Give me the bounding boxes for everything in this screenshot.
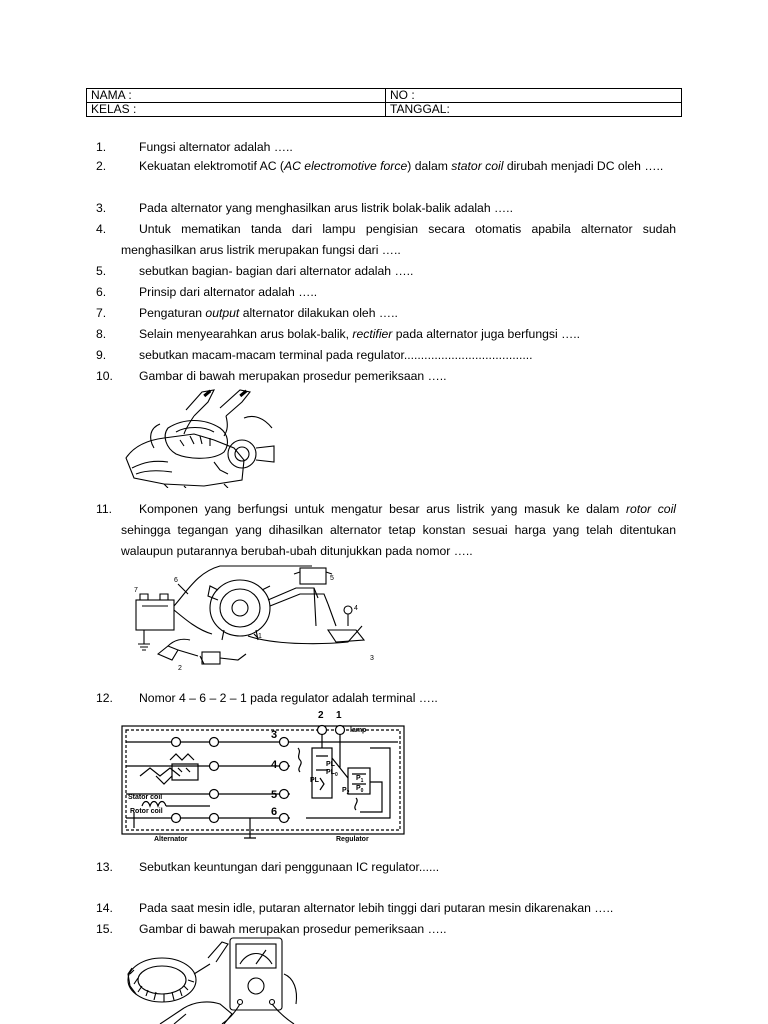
- question-number: 12.: [96, 691, 113, 705]
- question-7: [96, 303, 676, 324]
- question-text: Gambar di bawah merupakan prosedur pemeriksaan …..: [139, 369, 447, 383]
- question-5: [96, 261, 676, 282]
- fig12-terminal-5: 5: [271, 789, 278, 801]
- question-3: [96, 198, 676, 219]
- fig12-p2-label: $P_2$: [342, 787, 350, 796]
- question-9: [96, 345, 676, 366]
- question-10: [96, 366, 676, 387]
- fig11-label-3: 3: [370, 655, 374, 662]
- question-text: Pengaturan output alternator dilakukan oleh …..: [139, 306, 398, 320]
- fig12-terminal-2: 2: [318, 710, 324, 721]
- fig12-rotor-coil-label: Rotor coil: [130, 808, 163, 815]
- question-text: Nomor 4 – 6 – 2 – 1 pada regulator adalah terminal …..: [139, 691, 438, 705]
- question-number: 1.: [96, 140, 107, 154]
- question-number: 4.: [96, 222, 107, 236]
- question-number: 13.: [96, 860, 113, 874]
- fig12-terminal-1: 1: [336, 710, 342, 721]
- question-text: sebutkan bagian- bagian dari alternator adalah …..: [139, 264, 414, 278]
- question-2: [96, 156, 676, 177]
- question-11: [96, 499, 676, 562]
- question-number: 3.: [96, 201, 107, 215]
- question-number: 5.: [96, 264, 107, 278]
- question-number: 11.: [96, 502, 113, 516]
- question-text: Sebutkan keuntungan dari penggunaan IC regulator......: [139, 860, 440, 874]
- fig11-label-4: 4: [354, 605, 358, 612]
- no-field[interactable]: NO :: [386, 89, 682, 103]
- fig12-pl2-label: PL: [310, 777, 319, 784]
- question-14: [96, 898, 676, 919]
- fig12-pl1-label: $PL_0$: [326, 769, 338, 778]
- question-8: [96, 324, 676, 345]
- question-12: [96, 688, 676, 709]
- fig12-regulator-label: Regulator: [336, 836, 369, 843]
- question-text: Fungsi alternator adalah …..: [139, 140, 293, 154]
- question-text: Selain menyearahkan arus bolak-balik, rectifier pada alternator juga berfungsi …..: [139, 327, 581, 341]
- question-number: 10.: [96, 369, 113, 383]
- question-4: [96, 219, 676, 261]
- question-13: [96, 857, 676, 878]
- fig12-lamp-label: lamp: [350, 727, 367, 734]
- question-text: Untuk mematikan tanda dari lampu pengisian secara otomatis apabila alternator sudah menghasilkan arus listrik merupakan fungsi dari …..: [121, 222, 676, 257]
- question-number: 6.: [96, 285, 107, 299]
- question-number: 7.: [96, 306, 107, 320]
- question-text: sebutkan macam-macam terminal pada regulator......................................: [139, 348, 533, 362]
- question-number: 2.: [96, 159, 107, 173]
- question-text: Pada alternator yang menghasilkan arus listrik bolak-balik adalah …..: [139, 201, 513, 215]
- fig12-p0-label: $P_0$: [356, 785, 364, 794]
- question-1: [96, 137, 676, 158]
- kelas-field[interactable]: KELAS :: [87, 103, 386, 117]
- fig12-terminal-3: 3: [271, 729, 278, 741]
- figure-15-stator-inspection: [124, 934, 304, 1024]
- question-text: Gambar di bawah merupakan prosedur pemeriksaan …..: [139, 922, 447, 936]
- fig11-label-1: 1: [258, 633, 262, 640]
- nama-field[interactable]: NAMA :: [87, 89, 386, 103]
- question-number: 15.: [96, 922, 113, 936]
- fig12-terminal-4: 4: [271, 759, 278, 771]
- question-text: Kekuatan elektromotif AC (AC electromotive force) dalam stator coil dirubah menjadi DC oleh …..: [139, 159, 664, 173]
- question-number: 9.: [96, 348, 107, 362]
- question-number: 8.: [96, 327, 107, 341]
- figure-12-regulator-schematic: [120, 708, 410, 844]
- figure-10-inspection-illustration: [124, 388, 284, 488]
- question-text: Komponen yang berfungsi untuk mengatur besar arus listrik yang masuk ke dalam rotor coil sehingga tegangan yang dihasilkan alternator tetap konstan sesuai harga yang telah ditentukan walaupun putarannya berubah-ubah ditunjukkan pada nomor …..: [121, 502, 676, 558]
- tanggal-field[interactable]: TANGGAL:: [386, 103, 682, 117]
- fig11-label-5: 5: [330, 575, 334, 582]
- student-info-table: [86, 88, 682, 117]
- question-text: Pada saat mesin idle, putaran alternator lebih tinggi dari putaran mesin dikarenakan …..: [139, 901, 614, 915]
- fig12-pl-label: PL: [326, 761, 335, 768]
- figure-11-charging-circuit: [128, 560, 388, 676]
- question-6: [96, 282, 676, 303]
- fig11-label-6: 6: [174, 577, 178, 584]
- question-number: 14.: [96, 901, 113, 915]
- fig12-terminal-6: 6: [271, 806, 278, 818]
- fig12-alternator-label: Alternator: [154, 836, 188, 843]
- fig12-stator-coil-label: Stator coil: [128, 794, 163, 801]
- question-text: Prinsip dari alternator adalah …..: [139, 285, 318, 299]
- fig11-label-2: 2: [178, 665, 182, 672]
- fig12-p1-label: $P_1$: [356, 775, 364, 784]
- fig11-label-7: 7: [134, 587, 138, 594]
